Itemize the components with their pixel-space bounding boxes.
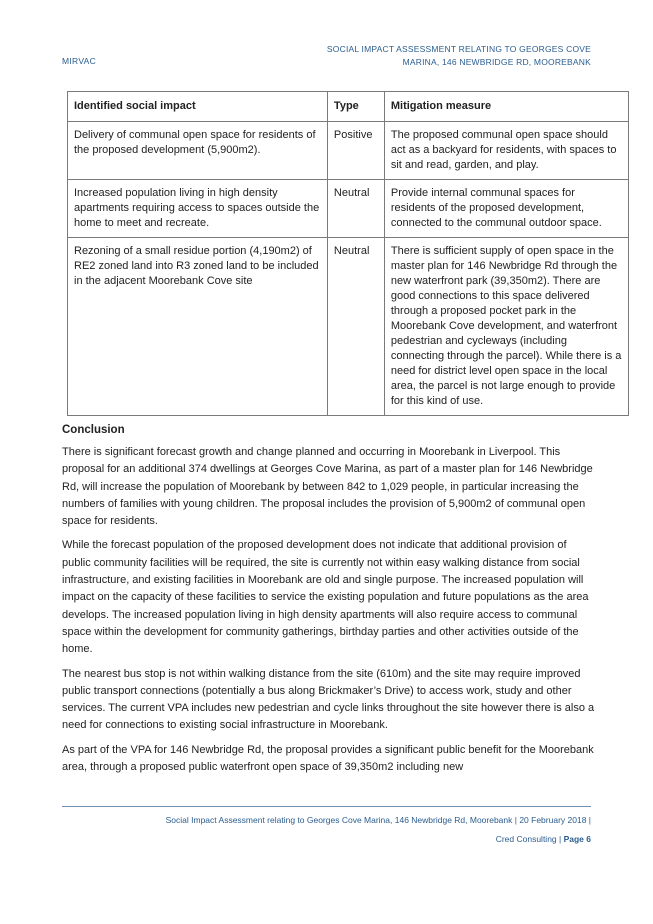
conclusion-body bbox=[62, 444, 597, 783]
footer-page-info bbox=[496, 834, 591, 844]
impact-cell: Delivery of communal open space for residents of the proposed development (5,900m2). bbox=[68, 122, 328, 180]
type-cell: Neutral bbox=[327, 238, 384, 416]
column-header-mitigation: Mitigation measure bbox=[384, 92, 628, 122]
column-header-impact: Identified social impact bbox=[68, 92, 328, 122]
type-cell: Positive bbox=[327, 122, 384, 180]
footer-document-info: Social Impact Assessment relating to Georges Cove Marina, 146 Newbridge Rd, Moorebank | 20 February 2018 | bbox=[165, 815, 591, 825]
table-row bbox=[68, 238, 629, 416]
table-header-row bbox=[68, 92, 629, 122]
mitigation-cell: Provide internal communal spaces for residents of the proposed development, connected to the communal outdoor space. bbox=[384, 180, 628, 238]
type-cell: Neutral bbox=[327, 180, 384, 238]
table-row bbox=[68, 122, 629, 180]
header-title-line-2: MARINA, 146 NEWBRIDGE RD, MOOREBANK bbox=[402, 57, 591, 67]
table-row bbox=[68, 180, 629, 238]
header-title-line-1: SOCIAL IMPACT ASSESSMENT RELATING TO GEORGES COVE bbox=[326, 44, 591, 54]
header-company: MIRVAC bbox=[62, 56, 97, 66]
mitigation-cell: The proposed communal open space should act as a backyard for residents, with spaces to sit and read, garden, and play. bbox=[384, 122, 628, 180]
impact-cell: Rezoning of a small residue portion (4,190m2) of RE2 zoned land into R3 zoned land to be included in the adjacent Moorebank Cove site bbox=[68, 238, 328, 416]
paragraph: There is significant forecast growth and change planned and occurring in Moorebank in Liverpool. This proposal for an additional 374 dwellings at Georges Cove Marina, as part of a master plan for 146 Newbridge Rd, will increase the population of Moorebank by between 842 to 1,029 people, in particular increasing the numbers of families with young children. The proposal includes the provision of 5,900m2 of communal open space for residents. bbox=[62, 446, 593, 528]
mitigation-cell: There is sufficient supply of open space in the master plan for 146 Newbridge Rd through the new waterfront park (39,350m2). There are good connections to this space delivered through a proposed pocket park in the Moorebank Cove development, and waterfront pedestrian and cycleways (including connecting through the parcel). While there is a need for district level open space in the local area, the parcel is not large enough to provide for this kind of use. bbox=[384, 238, 628, 416]
footer-author: Cred Consulting | bbox=[495, 834, 564, 844]
column-header-type: Type bbox=[327, 92, 384, 122]
social-impact-table bbox=[67, 91, 629, 416]
paragraph: The nearest bus stop is not within walking distance from the site (610m) and the site may require improved public transport connections (potentially a bus along Brickmaker’s Drive) to access work, study and other services. The current VPA includes new pedestrian and cycle links throughout the site however there is also a need for connections to existing social infrastructure in Moorebank. bbox=[62, 667, 595, 732]
footer-divider bbox=[62, 806, 591, 807]
header-document-title bbox=[327, 43, 591, 69]
page-number: Page 6 bbox=[563, 834, 591, 844]
impact-cell: Increased population living in high density apartments requiring access to spaces outside the home to meet and recreate. bbox=[68, 180, 328, 238]
paragraph: While the forecast population of the proposed development does not indicate that additional provision of public community facilities will be required, the site is currently not within easy walking distance from social infrastructure, and existing facilities in Moorebank are old and single purpose. The increased population will impact on the capacity of these facilities to service the existing population and future populations as the area develops. The increased population living in high density apartments will also require access to communal space within the development for community gatherings, birthday parties and other activities outside of the home. bbox=[62, 539, 589, 656]
conclusion-heading: Conclusion bbox=[62, 424, 125, 436]
paragraph: As part of the VPA for 146 Newbridge Rd, the proposal provides a significant public benefit for the Moorebank area, through a proposed public waterfront open space of 39,350m2 including new bbox=[62, 743, 594, 774]
